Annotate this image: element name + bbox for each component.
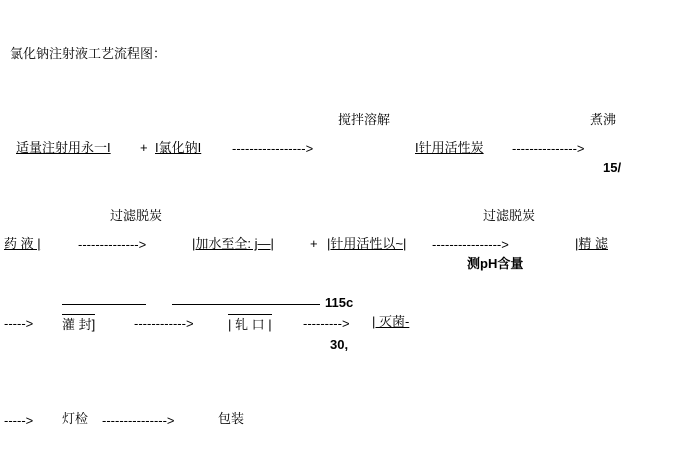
node-rolling-mouth: | 轧 口 | <box>228 314 272 332</box>
arrow-2: ---------------> <box>512 141 585 156</box>
node-sodium-chloride: I氯化钠I <box>155 140 202 155</box>
arrow-7: ---------> <box>303 316 350 331</box>
node-sterilize: | 灭菌- <box>372 314 410 329</box>
node-lamp-inspection: 灯检 <box>62 411 89 426</box>
node-needle-carbon: |针用活性以~| <box>327 236 407 251</box>
node-fine-filter: |精 滤 <box>575 236 608 251</box>
label-boil: 煮沸 <box>590 112 617 127</box>
page-title: 氯化钠注射液工艺流程图： <box>10 46 167 61</box>
arrow-8: -----> <box>4 413 37 428</box>
node-filling-sealing: 灌 封] <box>62 314 95 332</box>
label-agitate-dissolve: 搅拌溶解 <box>338 112 391 127</box>
plus-1: + <box>140 140 148 155</box>
arrow-9: ---------------> <box>102 413 175 428</box>
label-filter-decarbon-2: 过滤脱炭 <box>483 208 536 223</box>
label-temp-115c: 115c <box>325 295 354 310</box>
arrow-3: --------------> <box>78 237 147 252</box>
node-injection-water: 适量注射用永一I <box>16 140 111 155</box>
overline-filling-sealing <box>62 304 146 305</box>
node-liquid-medicine: 药 液 | <box>4 236 41 251</box>
arrow-1: -----------------> <box>232 141 314 156</box>
arrow-5: -----> <box>4 316 34 331</box>
arrow-6: ------------> <box>134 316 194 331</box>
label-time-15: 15/ <box>603 160 622 175</box>
node-packaging: 包装 <box>218 411 245 426</box>
plus-2: + <box>310 236 318 251</box>
node-activated-carbon: I针用活性炭 <box>415 140 484 155</box>
arrow-4: ----------------> <box>432 237 509 252</box>
label-time-30: 30, <box>330 337 349 352</box>
label-ph-content: 测pH含量 <box>467 256 524 271</box>
node-add-water: |加水至全: j—| <box>192 236 274 251</box>
overline-rolling-mouth <box>172 304 320 305</box>
label-filter-decarbon-1: 过滤脱炭 <box>110 208 163 223</box>
